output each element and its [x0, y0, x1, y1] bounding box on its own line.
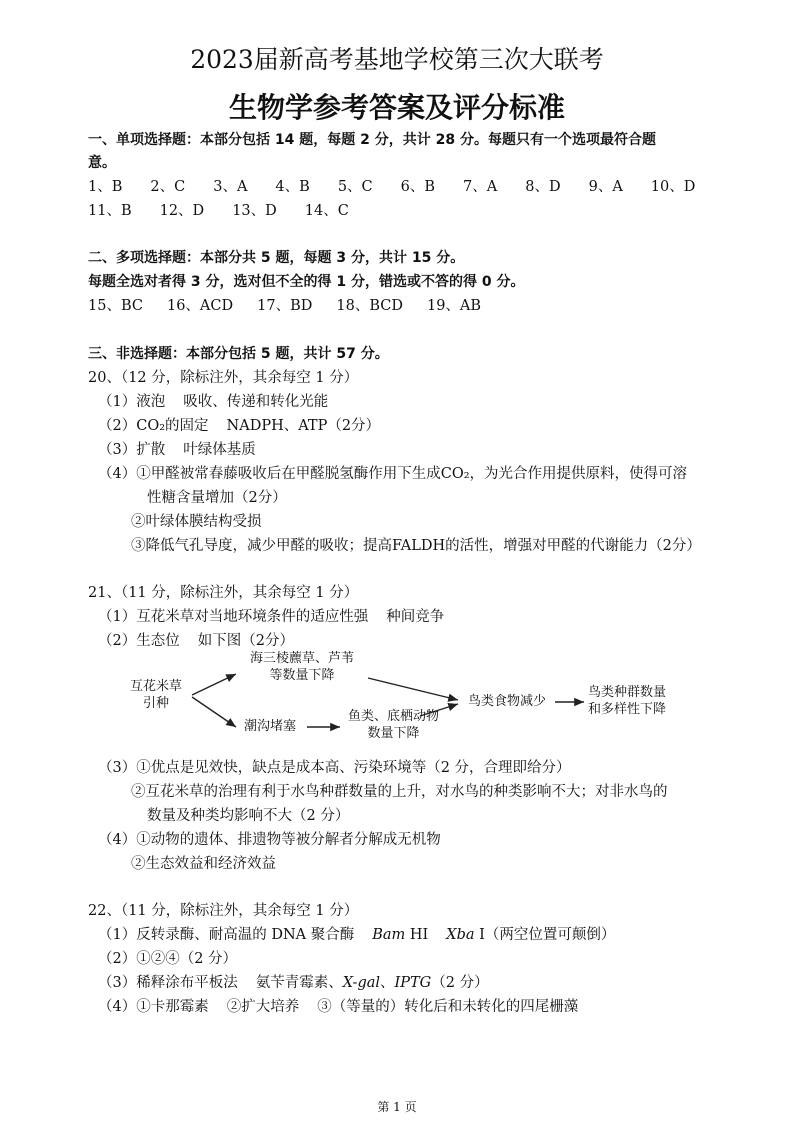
node-text: 引种 — [143, 696, 170, 711]
document-subtitle: 生物学参考答案及评分标准 — [228, 91, 565, 124]
q22-enzyme-xba-suffix: Ⅰ（两空位置可颠倒） — [479, 927, 616, 943]
exam-title: 2023届新高考基地学校第三次大联考 — [190, 45, 604, 74]
arrow-to-creek — [192, 697, 236, 727]
section1-heading-line2: 意。 — [88, 155, 116, 171]
q21-answer-1b: 种间竞争 — [386, 609, 445, 625]
q21-header: 21、（11 分，除标注外，其余每空 1 分） — [88, 585, 359, 601]
answer-item: 8、D — [525, 179, 561, 195]
q22-answer-4a: （4）①卡那霉素 — [98, 999, 209, 1015]
q22-answer-1a: （1）反转录酶、耐高温的 DNA 聚合酶 — [98, 927, 355, 943]
q22-enzyme-bam-suffix: HⅠ — [409, 927, 429, 943]
q20-line4-item3: ③降低气孔导度，减少甲醛的吸收；提高FALDH的活性，增强对甲醛的代谢能力（2分） — [131, 538, 701, 554]
q22-line3 — [98, 973, 489, 993]
section1-heading-line1: 一、单项选择题：本部分包括 14 题，每题 2 分，共计 28 分。每题只有一个选项最符合题 — [88, 132, 656, 148]
q20-line1 — [98, 392, 328, 412]
q21-line3-item2: ②互花米草的治理有利于水鸟种群数量的上升，对水鸟的种类影响不大；对非水鸟的 — [131, 784, 668, 800]
section3-heading: 三、非选择题：本部分包括 5 题，共计 57 分。 — [88, 346, 389, 362]
node-text: 互花米草 — [130, 679, 183, 694]
q21-line3: （3）①优点是见效快，缺点是成本高、污染环境等（2 分，合理即给分） — [98, 760, 571, 776]
node-bird-food-decrease: 鸟类食物减少 — [468, 694, 547, 709]
q20-line4: （4）①甲醛被常春藤吸收后在甲醛脱氢酶作用下生成CO₂，为光合作用提供原料，使得可溶 — [98, 466, 688, 482]
q22-header: 22、（11 分，除标注外，其余每空 1 分） — [88, 903, 359, 919]
q21-answer-1a: （1）互花米草对当地环境条件的适应性强 — [98, 609, 369, 625]
q20-header: 20、（12 分，除标注外，其余每空 1 分） — [88, 370, 359, 386]
q21-line4: （4）①动物的遗体、排遗物等被分解者分解成无机物 — [98, 832, 441, 848]
q20-line4-item2: ②叶绿体膜结构受损 — [131, 514, 262, 530]
answer-item: 9、A — [588, 179, 623, 195]
node-creek-blocked: 潮沟堵塞 — [244, 719, 297, 734]
q20-answer-2a: （2）CO₂的固定 — [98, 418, 209, 434]
answer-item: 15、BC — [88, 298, 143, 314]
q21-answer-2a: （2）生态位 — [98, 633, 180, 649]
node-text: 和多样性下降 — [588, 702, 667, 717]
q22-line1 — [98, 925, 615, 945]
answer-item: 14、C — [304, 203, 349, 219]
q20-answer-1a: （1）液泡 — [98, 394, 166, 410]
answer-item: 7、A — [463, 179, 498, 195]
q20-line2 — [98, 416, 380, 436]
node-spartina-introduction — [130, 678, 182, 712]
q21-line3-cont: 数量及种类均影响不大（2 分） — [147, 808, 350, 824]
node-reeds-decline — [250, 650, 354, 684]
answer-item: 12、D — [159, 203, 205, 219]
q20-answer-1b: 吸收、传递和转化光能 — [183, 394, 329, 410]
q20-answer-2b: NADPH、ATP（2分） — [226, 418, 381, 434]
q21-line2 — [98, 631, 294, 651]
q20-answer-3b: 叶绿体基质 — [183, 442, 256, 458]
q20-line4-cont: 性糖含量增加（2分） — [147, 490, 287, 506]
answer-item: 4、B — [275, 179, 310, 195]
q21-answer-2b: 如下图（2分） — [197, 633, 294, 649]
section2-heading-line1: 二、多项选择题：本部分共 5 题，每题 3 分，共计 15 分。 — [88, 250, 465, 266]
q22-answer-4c: ③（等量的）转化后和未转化的四尾栅藻 — [317, 999, 579, 1015]
q22-iptg: IPTG — [394, 975, 432, 991]
q22-enzyme-xba: Xba — [446, 927, 475, 943]
node-text: 等数量下降 — [269, 668, 335, 683]
q22-score: （2 分） — [431, 975, 489, 991]
answer-item: 13、D — [232, 203, 277, 219]
q22-line2: （2）①②④（2 分） — [98, 951, 238, 967]
node-fish-decline — [348, 708, 439, 742]
answer-item: 11、B — [88, 203, 132, 219]
section2-heading-line2: 每题全选对者得 3 分，选对但不全的得 1 分，错选或不答的得 0 分。 — [88, 274, 525, 290]
answer-item: 2、C — [150, 179, 186, 195]
q22-sep: 、 — [380, 975, 395, 991]
arrow-to-reeds — [192, 674, 236, 695]
node-text: 鱼类、底栖动物 — [348, 709, 440, 724]
section1-answers-row1 — [88, 177, 723, 197]
node-text: 鸟类种群数量 — [588, 685, 667, 700]
q22-xgal: X-gal — [342, 975, 381, 991]
node-text: 数量下降 — [367, 726, 420, 741]
q22-answer-3b: 氨苄青霉素、 — [255, 975, 343, 991]
q20-line3 — [98, 440, 256, 460]
answer-item: 6、B — [400, 179, 436, 195]
page-number: 第 1 页 — [377, 1100, 417, 1114]
node-bird-population-decline — [588, 684, 666, 718]
q22-answer-4b: ②扩大培养 — [226, 999, 300, 1015]
answer-item: 3、A — [213, 179, 248, 195]
arrow-reeds-to-food — [368, 678, 458, 700]
node-text: 海三棱藨草、芦苇 — [250, 651, 355, 666]
q22-answer-3a: （3）稀释涂布平板法 — [98, 975, 238, 991]
q21-line1 — [98, 607, 444, 627]
answer-item: 1、B — [88, 179, 123, 195]
q22-enzyme-bam: Bam — [372, 927, 406, 943]
answer-item: 10、D — [650, 179, 696, 195]
q21-line4-item2: ②生态效益和经济效益 — [131, 856, 276, 872]
answer-item: 18、BCD — [336, 298, 403, 314]
section2-answers-row — [88, 296, 505, 316]
answer-item: 5、C — [337, 179, 373, 195]
section1-answers-row2 — [88, 201, 377, 221]
ecology-flow-diagram — [120, 650, 700, 750]
answer-item: 19、AB — [426, 298, 482, 314]
answer-item: 16、ACD — [166, 298, 234, 314]
answer-item: 17、BD — [257, 298, 313, 314]
q20-answer-3a: （3）扩散 — [98, 442, 166, 458]
q22-line4 — [98, 997, 578, 1017]
